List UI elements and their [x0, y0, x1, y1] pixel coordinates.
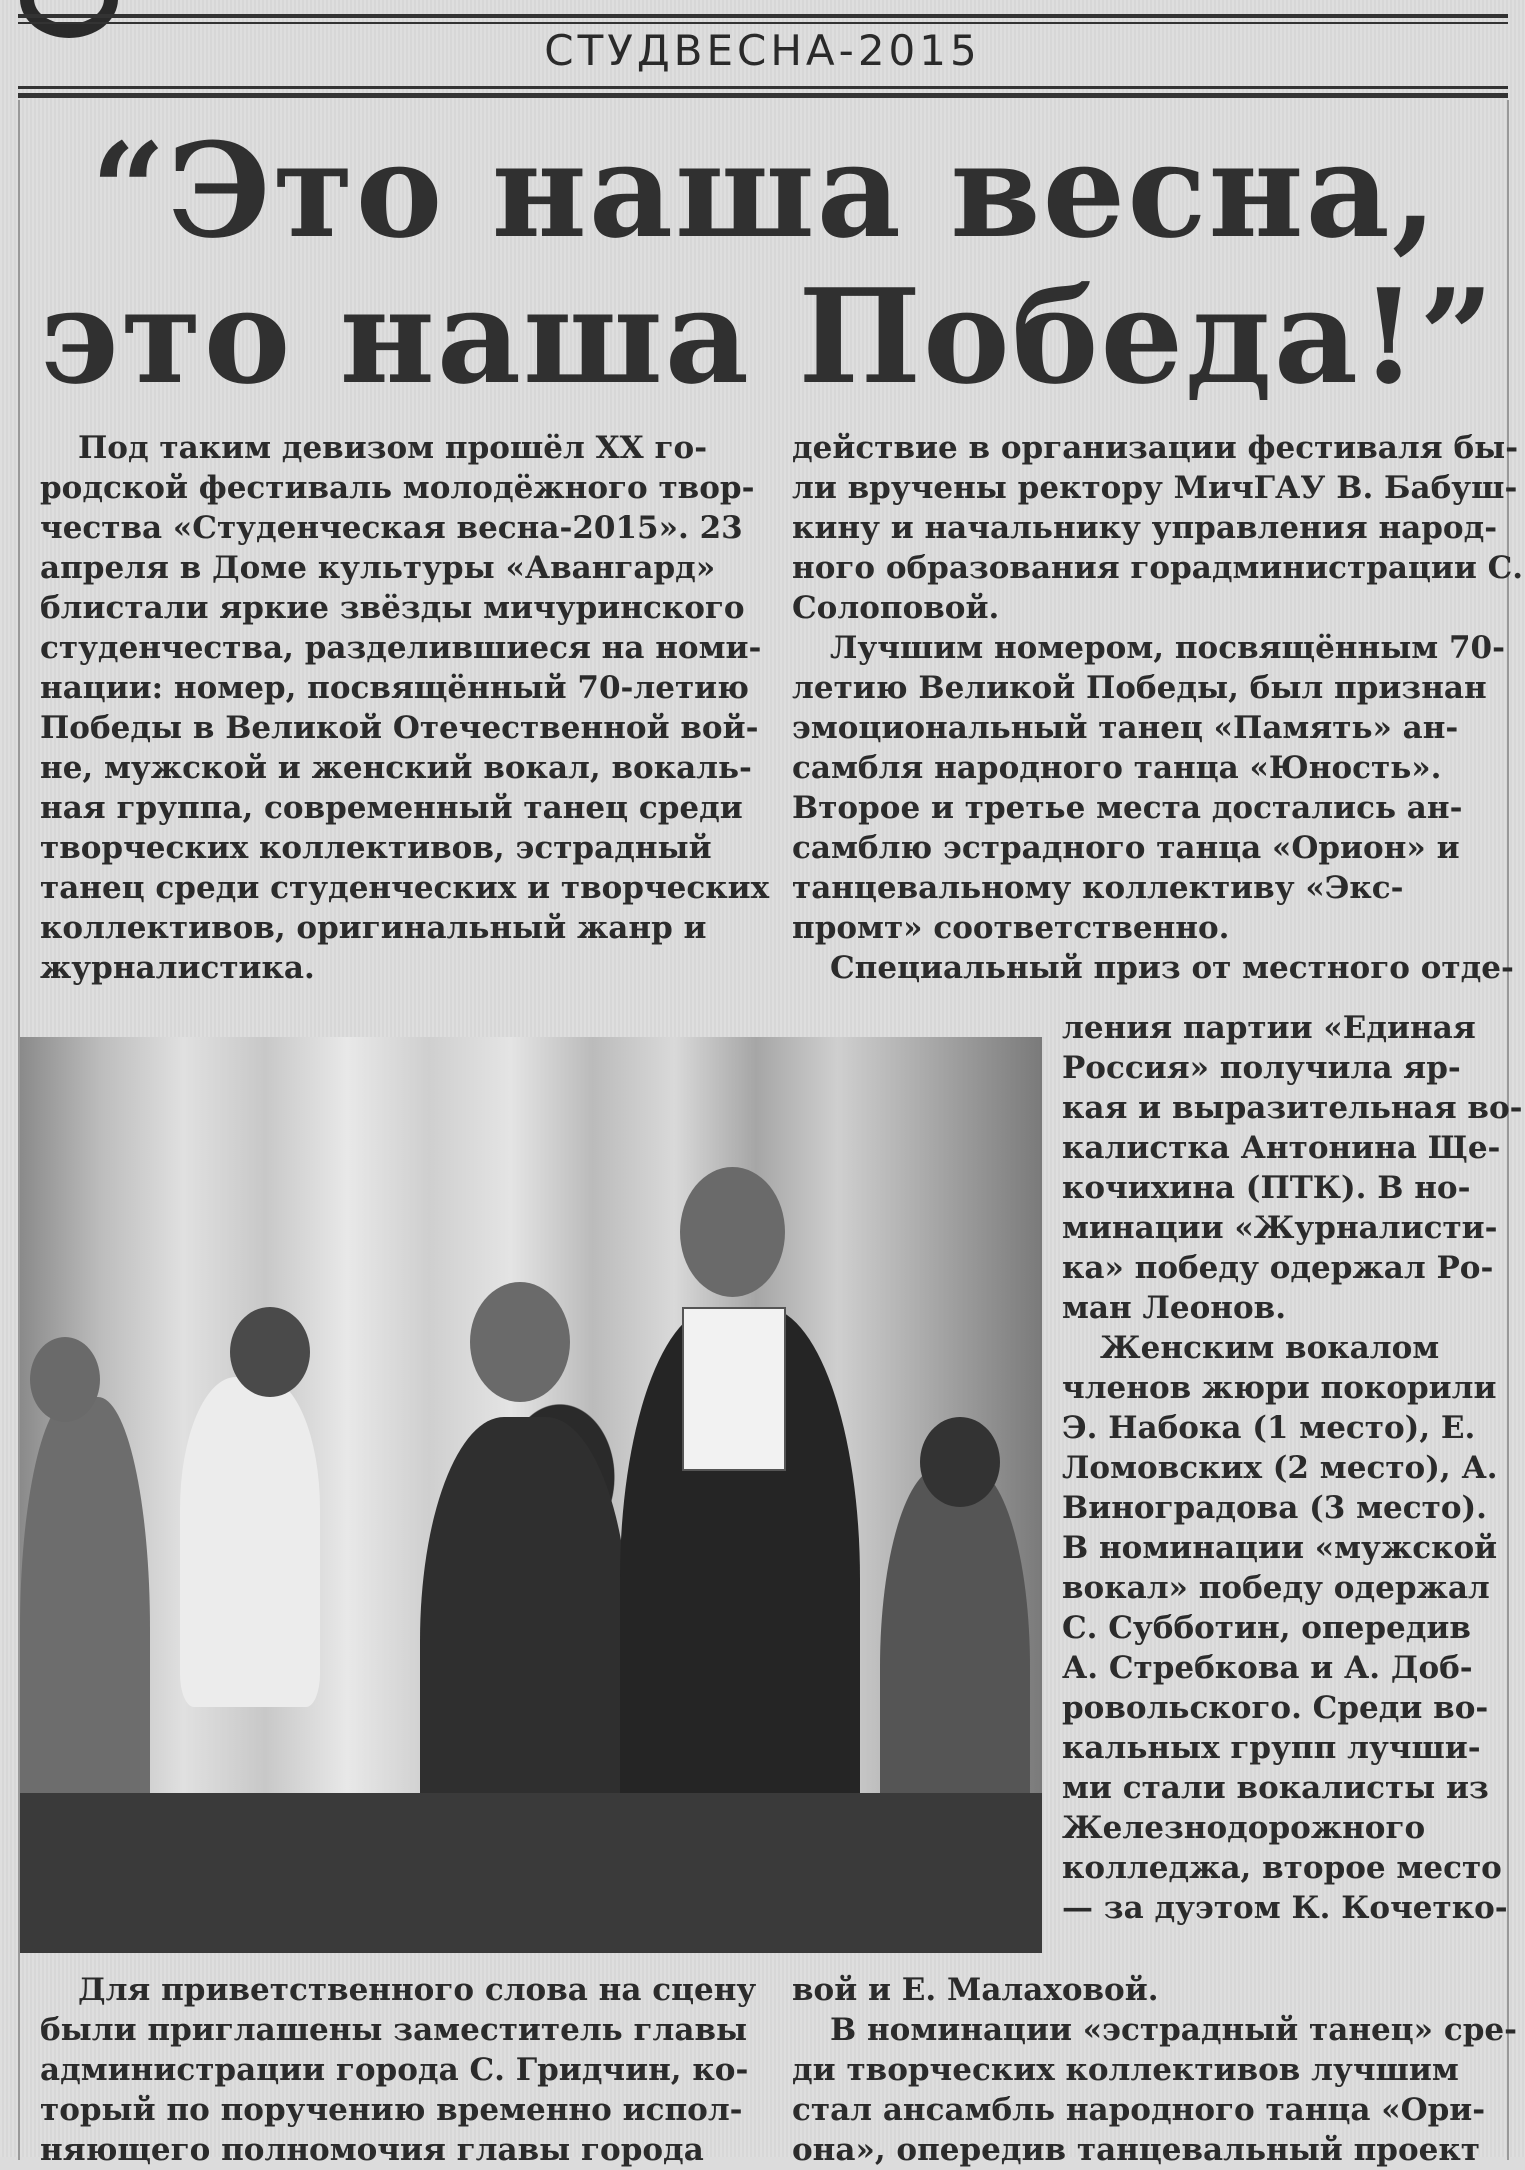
text-line: В номинации «эстрадный танец» сре-	[830, 2012, 1517, 2048]
text-line: администрации города С. Гридчин, ко-	[40, 2052, 749, 2088]
text-line: блистали яркие звёзды мичуринского	[40, 590, 745, 626]
section-label: СТУДВЕСНА-2015	[544, 26, 981, 75]
text-line: кальных групп лучши-	[1062, 1730, 1481, 1766]
bottom-rule-thick	[18, 93, 1508, 98]
text-line: Ломовских (2 место), А.	[1062, 1450, 1498, 1486]
headline	[40, 114, 1496, 413]
text-line: были приглашены заместитель главы	[40, 2012, 748, 2048]
text-line: А. Стребкова и А. Доб-	[1062, 1650, 1473, 1686]
text-line: Второе и третье места достались ан-	[792, 790, 1463, 826]
column-2-top	[792, 428, 1524, 988]
text-line: Железнодорожного	[1062, 1810, 1426, 1846]
text-line: торый по поручению временно испол-	[40, 2092, 743, 2128]
column-2-bottom	[792, 1970, 1517, 2170]
text-line: апреля в Доме культуры «Авангард»	[40, 550, 716, 586]
text-line: В номинации «мужской	[1062, 1530, 1498, 1566]
text-line: стал ансамбль народного танца «Ори-	[792, 2092, 1486, 2128]
text-line: Э. Набока (1 место), Е.	[1062, 1410, 1476, 1446]
column-1-bottom	[40, 1970, 757, 2170]
text-line: Под таким девизом прошёл XX го-	[78, 430, 708, 466]
text-line: ди творческих коллективов лучшим	[792, 2052, 1459, 2088]
text-line: кину и начальнику управления народ-	[792, 510, 1498, 546]
text-line: Виноградова (3 место).	[1062, 1490, 1487, 1526]
text-line: — за дуэтом К. Кочетко-	[1062, 1890, 1508, 1926]
headline-line-2: это наша Победа!”	[40, 260, 1496, 413]
text-line: ления партии «Единая	[1062, 1010, 1476, 1046]
text-line: не, мужской и женский вокал, вокаль-	[40, 750, 752, 786]
headline-line-1: “Это наша весна,	[90, 114, 1440, 267]
text-line: ми стали вокалисты из	[1062, 1770, 1489, 1806]
text-line: Лучшим номером, посвящённым 70-	[830, 630, 1505, 666]
text-line: Женским вокалом	[1100, 1330, 1440, 1366]
text-line: няющего полномочия главы города	[40, 2132, 704, 2168]
text-line: промт» соответственно.	[792, 910, 1230, 946]
text-line: действие в организации фестиваля бы-	[792, 430, 1519, 466]
text-line: Победы в Великой Отечественной вой-	[40, 710, 759, 746]
text-line: Солоповой.	[792, 590, 1000, 626]
text-line: она», опередив танцевальный проект	[792, 2132, 1480, 2168]
text-line: чества «Студенческая весна-2015». 23	[40, 510, 743, 546]
text-line: ровольского. Среди во-	[1062, 1690, 1489, 1726]
stage-award-photo	[20, 1037, 1042, 1953]
text-line: самблю эстрадного танца «Орион» и	[792, 830, 1460, 866]
text-line: ного образования горадминистрации С.	[792, 550, 1524, 586]
column-2-side	[1062, 1008, 1523, 1928]
text-line: членов жюри покорили	[1062, 1370, 1497, 1406]
text-line: Россия» получила яр-	[1062, 1050, 1461, 1086]
top-rule-thin	[18, 22, 1508, 24]
text-line: нации: номер, посвящённый 70-летию	[40, 670, 749, 706]
text-line: летию Великой Победы, был признан	[792, 670, 1487, 706]
text-line: вой и Е. Малаховой.	[792, 1972, 1159, 2008]
bottom-rule	[18, 86, 1508, 89]
text-line: эмоциональный танец «Память» ан-	[792, 710, 1459, 746]
text-line: колледжа, второе место	[1062, 1850, 1502, 1886]
text-line: кочихина (ПТК). В но-	[1062, 1170, 1471, 1206]
text-line: ная группа, современный танец среди	[40, 790, 743, 826]
text-line: минации «Журналисти-	[1062, 1210, 1498, 1246]
text-line: родской фестиваль молодёжного твор-	[40, 470, 755, 506]
text-line: журналистика.	[40, 950, 315, 986]
text-line: вокал» победу одержал	[1062, 1570, 1490, 1606]
text-line: коллективов, оригинальный жанр и	[40, 910, 707, 946]
top-rule	[18, 14, 1508, 18]
text-line: танцевальному коллективу «Экс-	[792, 870, 1404, 906]
text-line: танец среди студенческих и творческих	[40, 870, 770, 906]
text-line: Специальный приз от местного отде-	[830, 950, 1514, 986]
text-line: самбля народного танца «Юность».	[792, 750, 1442, 786]
text-line: С. Субботин, опередив	[1062, 1610, 1471, 1646]
text-line: ман Леонов.	[1062, 1290, 1287, 1326]
text-line: творческих коллективов, эстрадный	[40, 830, 712, 866]
text-line: ка» победу одержал Ро-	[1062, 1250, 1494, 1286]
column-1-top	[40, 428, 770, 988]
text-line: калистка Антонина Ще-	[1062, 1130, 1501, 1166]
text-line: студенчества, разделившиеся на номи-	[40, 630, 762, 666]
text-line: ли вручены ректору МичГАУ В. Бабуш-	[792, 470, 1518, 506]
text-line: Для приветственного слова на сцену	[78, 1972, 757, 2008]
text-line: кая и выразительная во-	[1062, 1090, 1523, 1126]
